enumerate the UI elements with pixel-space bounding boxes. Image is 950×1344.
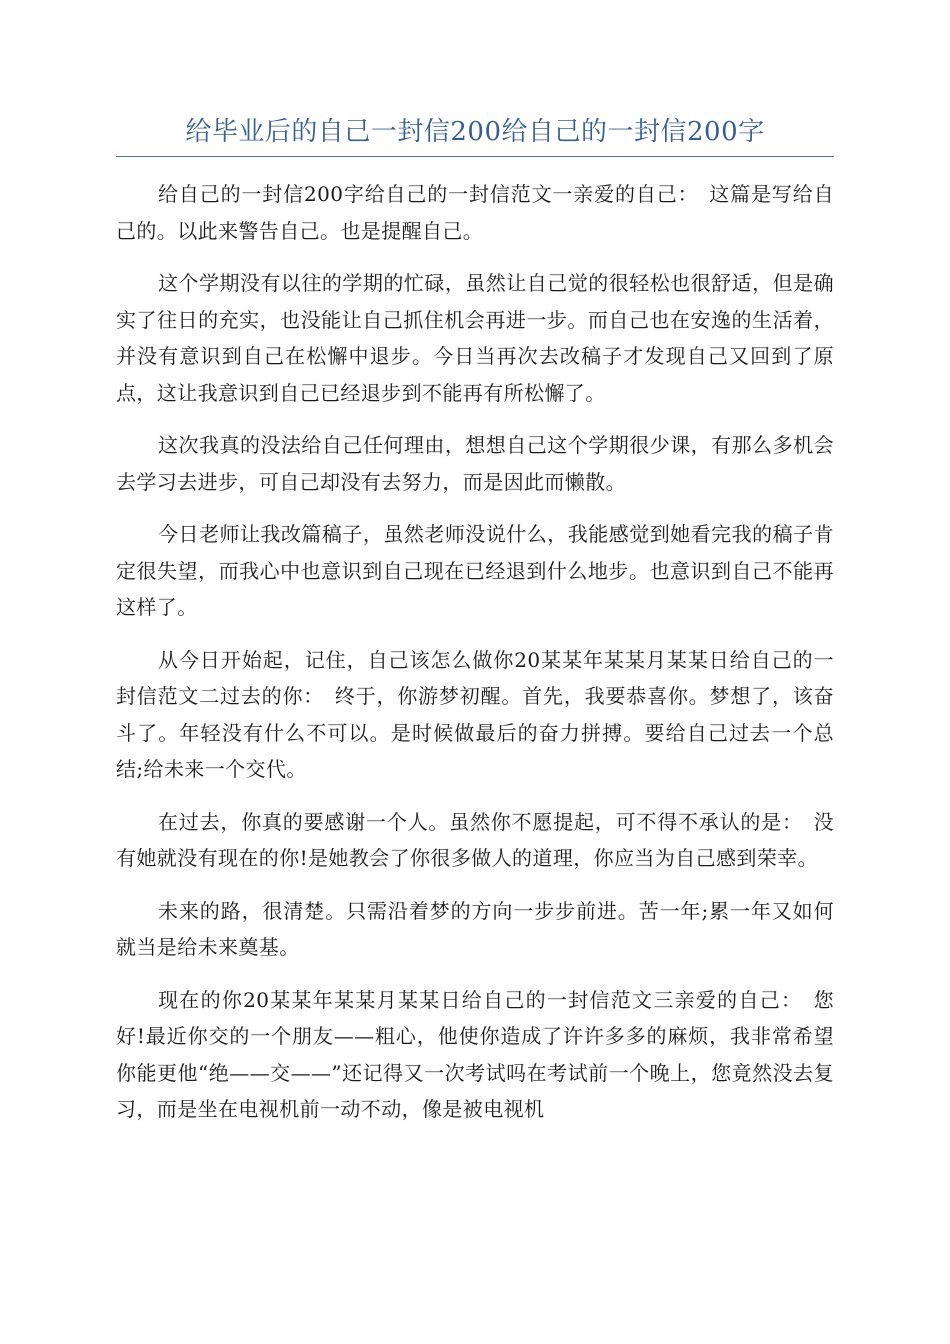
paragraph-8: 现在的你20某某年某某月某某日给自己的一封信范文三亲爱的自己： 您好!最近你交的一个朋友——粗心，他使你造成了许许多多的麻烦，我非常希望你能更他“绝——交——”还记得又一次考试吗在考试前一个晚上，您竟然没去复习，而是坐在电视机前一动不动，像是被电视机 bbox=[116, 987, 834, 1121]
paragraph-3: 这次我真的没法给自己任何理由，想想自己这个学期很少课，有那么多机会去学习去进步，可自己却没有去努力，而是因此而懒散。 bbox=[116, 433, 834, 494]
paragraph-1: 给自己的一封信200字给自己的一封信范文一亲爱的自己： 这篇是写给自己的。以此来警告自己。也是提醒自己。 bbox=[116, 182, 834, 243]
paragraph-2: 这个学期没有以往的学期的忙碌，虽然让自己觉的很轻松也很舒适，但是确实了往日的充实，也没能让自己抓住机会再进一步。而自己也在安逸的生活着，并没有意识到自己在松懈中退步。今日当再次去改稿子才发现自己又回到了原点，这让我意识到自己已经退步到不能再有所松懈了。 bbox=[116, 271, 834, 405]
title-block bbox=[116, 112, 834, 157]
paragraph-5: 从今日开始起，记住，自己该怎么做你20某某年某某月某某日给自己的一封信范文二过去的你： 终于，你游梦初醒。首先，我要恭喜你。梦想了，该奋斗了。年轻没有什么不可以。是时候做最后的奋力拼搏。要给自己过去一个总结;给未来一个交代。 bbox=[116, 647, 834, 781]
page-title: 给毕业后的自己一封信200给自己的一封信200字 bbox=[185, 117, 765, 147]
paragraph-6: 在过去，你真的要感谢一个人。虽然你不愿提起，可不得不承认的是： 没有她就没有现在的你!是她教会了你很多做人的道理，你应当为自己感到荣幸。 bbox=[116, 809, 834, 870]
paragraph-7: 未来的路，很清楚。只需沿着梦的方向一步步前进。苦一年;累一年又如何就当是给未来奠基。 bbox=[116, 898, 834, 959]
paragraph-4: 今日老师让我改篇稿子，虽然老师没说什么，我能感觉到她看完我的稿子肯定很失望，而我心中也意识到自己现在已经退到什么地步。也意识到自己不能再这样了。 bbox=[116, 522, 834, 619]
document-body bbox=[116, 176, 834, 1144]
